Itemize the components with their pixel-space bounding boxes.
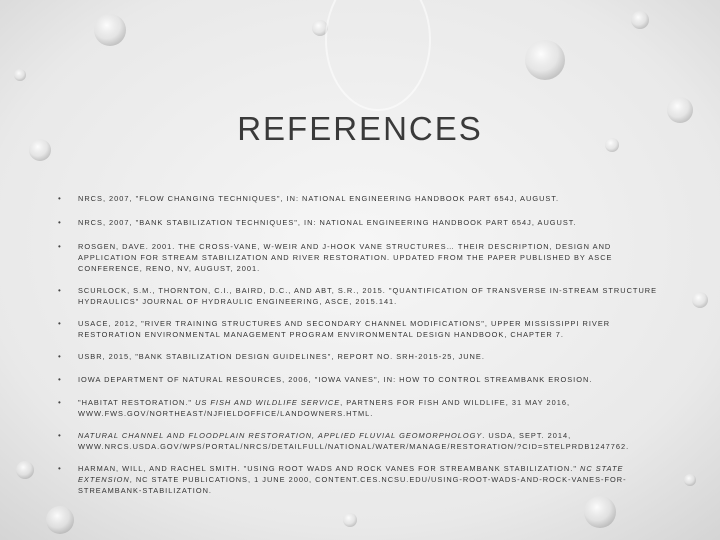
droplet: [46, 506, 74, 534]
reference-item: [58, 241, 660, 274]
reference-item: [58, 430, 660, 452]
bullet-icon: •: [58, 464, 62, 473]
droplet: [692, 292, 708, 308]
droplet: [684, 474, 696, 486]
reference-text: "HABITAT RESTORATION.": [78, 398, 196, 407]
reference-item: [58, 351, 660, 362]
bullet-icon: •: [58, 286, 62, 295]
droplet: [14, 69, 26, 81]
bullet-icon: •: [58, 352, 62, 361]
droplet: [343, 513, 357, 527]
bullet-icon: •: [58, 398, 62, 407]
reference-item: [58, 318, 660, 340]
slide-title: REFERENCES: [237, 110, 483, 148]
reference-text: ROSGEN, DAVE. 2001. THE CROSS-VANE, W-WEIR AND J-HOOK VANE STRUCTURES… THEIR DESCRIPTION, DESIGN AND APPLICATION FOR STREAM STABILIZATION AND RIVER RESTORATION. UPDATED FROM THE PAPER PUBLISHED BY ASCE CONFERENCE, RENO, NV, AUGUST, 2001.: [78, 242, 613, 273]
bullet-icon: •: [58, 319, 62, 328]
reference-text: NRCS, 2007, "BANK STABILIZATION TECHNIQUES", IN: NATIONAL ENGINEERING HANDBOOK PART 654J, AUGUST.: [78, 218, 577, 227]
reference-text: , PARTNERS FOR FISH AND WILDLIFE, 31 MAY 2016, WWW.FWS.GOV/NORTHEAST/NJFIELDOFFICE/LANDOWNERS.HTML.: [78, 398, 570, 418]
reference-text: NRCS, 2007, "FLOW CHANGING TECHNIQUES", IN: NATIONAL ENGINEERING HANDBOOK PART 654J, AUGUST.: [78, 194, 560, 203]
droplet: [631, 11, 649, 29]
reference-text: , NC STATE PUBLICATIONS, 1 JUNE 2000, CONTENT.CES.NCSU.EDU/USING-ROOT-WADS-AND-ROCK-VANES-FOR-STREAMBANK-STABILIZATION.: [78, 475, 627, 495]
reference-text: USBR, 2015, "BANK STABILIZATION DESIGN GUIDELINES", REPORT NO. SRH-2015-25, JUNE.: [78, 352, 485, 361]
bullet-icon: •: [58, 194, 62, 203]
reference-text: HARMAN, WILL, AND RACHEL SMITH. "USING ROOT WADS AND ROCK VANES FOR STREAMBANK STABILIZATION.": [78, 464, 580, 473]
droplet: [94, 14, 126, 46]
reference-item: [58, 193, 660, 204]
bullet-icon: •: [58, 242, 62, 251]
reference-item: [58, 217, 660, 228]
reference-italic-title: US FISH AND WILDLIFE SERVICE: [195, 398, 341, 407]
reference-italic-title: NATURAL CHANNEL AND FLOODPLAIN RESTORATION, APPLIED FLUVIAL GEOMORPHOLOGY: [78, 431, 483, 440]
references-list: [58, 193, 660, 496]
reference-text: USACE, 2012, "RIVER TRAINING STRUCTURES AND SECONDARY CHANNEL MODIFICATIONS", UPPER MISSISSIPPI RIVER RESTORATION ENVIRONMENTAL MANAGEMENT PROGRAM ENVIRONMENTAL DESIGN HANDBOOK, CHAPTER 7.: [78, 319, 611, 339]
reference-text: IOWA DEPARTMENT OF NATURAL RESOURCES, 2006, "IOWA VANES", IN: HOW TO CONTROL STREAMBANK EROSION.: [78, 375, 593, 384]
droplet: [525, 40, 565, 80]
reference-text: . USDA, SEPT. 2014, WWW.NRCS.USDA.GOV/WPS/PORTAL/NRCS/DETAILFULL/NATIONAL/WATER/MANAGE/RESTORATION/?CID=STELPRDB1247762.: [78, 431, 630, 451]
reference-item: [58, 397, 660, 419]
droplet: [16, 461, 34, 479]
reference-text: SCURLOCK, S.M., THORNTON, C.I., BAIRD, D.C., AND ABT, S.R., 2015. "QUANTIFICATION OF TRANSVERSE IN-STREAM STRUCTURE HYDRAULICS" JOURNAL OF HYDRAULIC ENGINEERING, ASCE, 2015.141.: [78, 286, 658, 306]
droplet: [584, 496, 616, 528]
reference-italic-title: NC STATE EXTENSION: [78, 464, 624, 484]
reference-item: [58, 463, 660, 496]
reference-item: [58, 374, 660, 385]
bullet-icon: •: [58, 431, 62, 440]
reference-item: [58, 285, 660, 307]
bullet-icon: •: [58, 218, 62, 227]
bullet-icon: •: [58, 375, 62, 384]
